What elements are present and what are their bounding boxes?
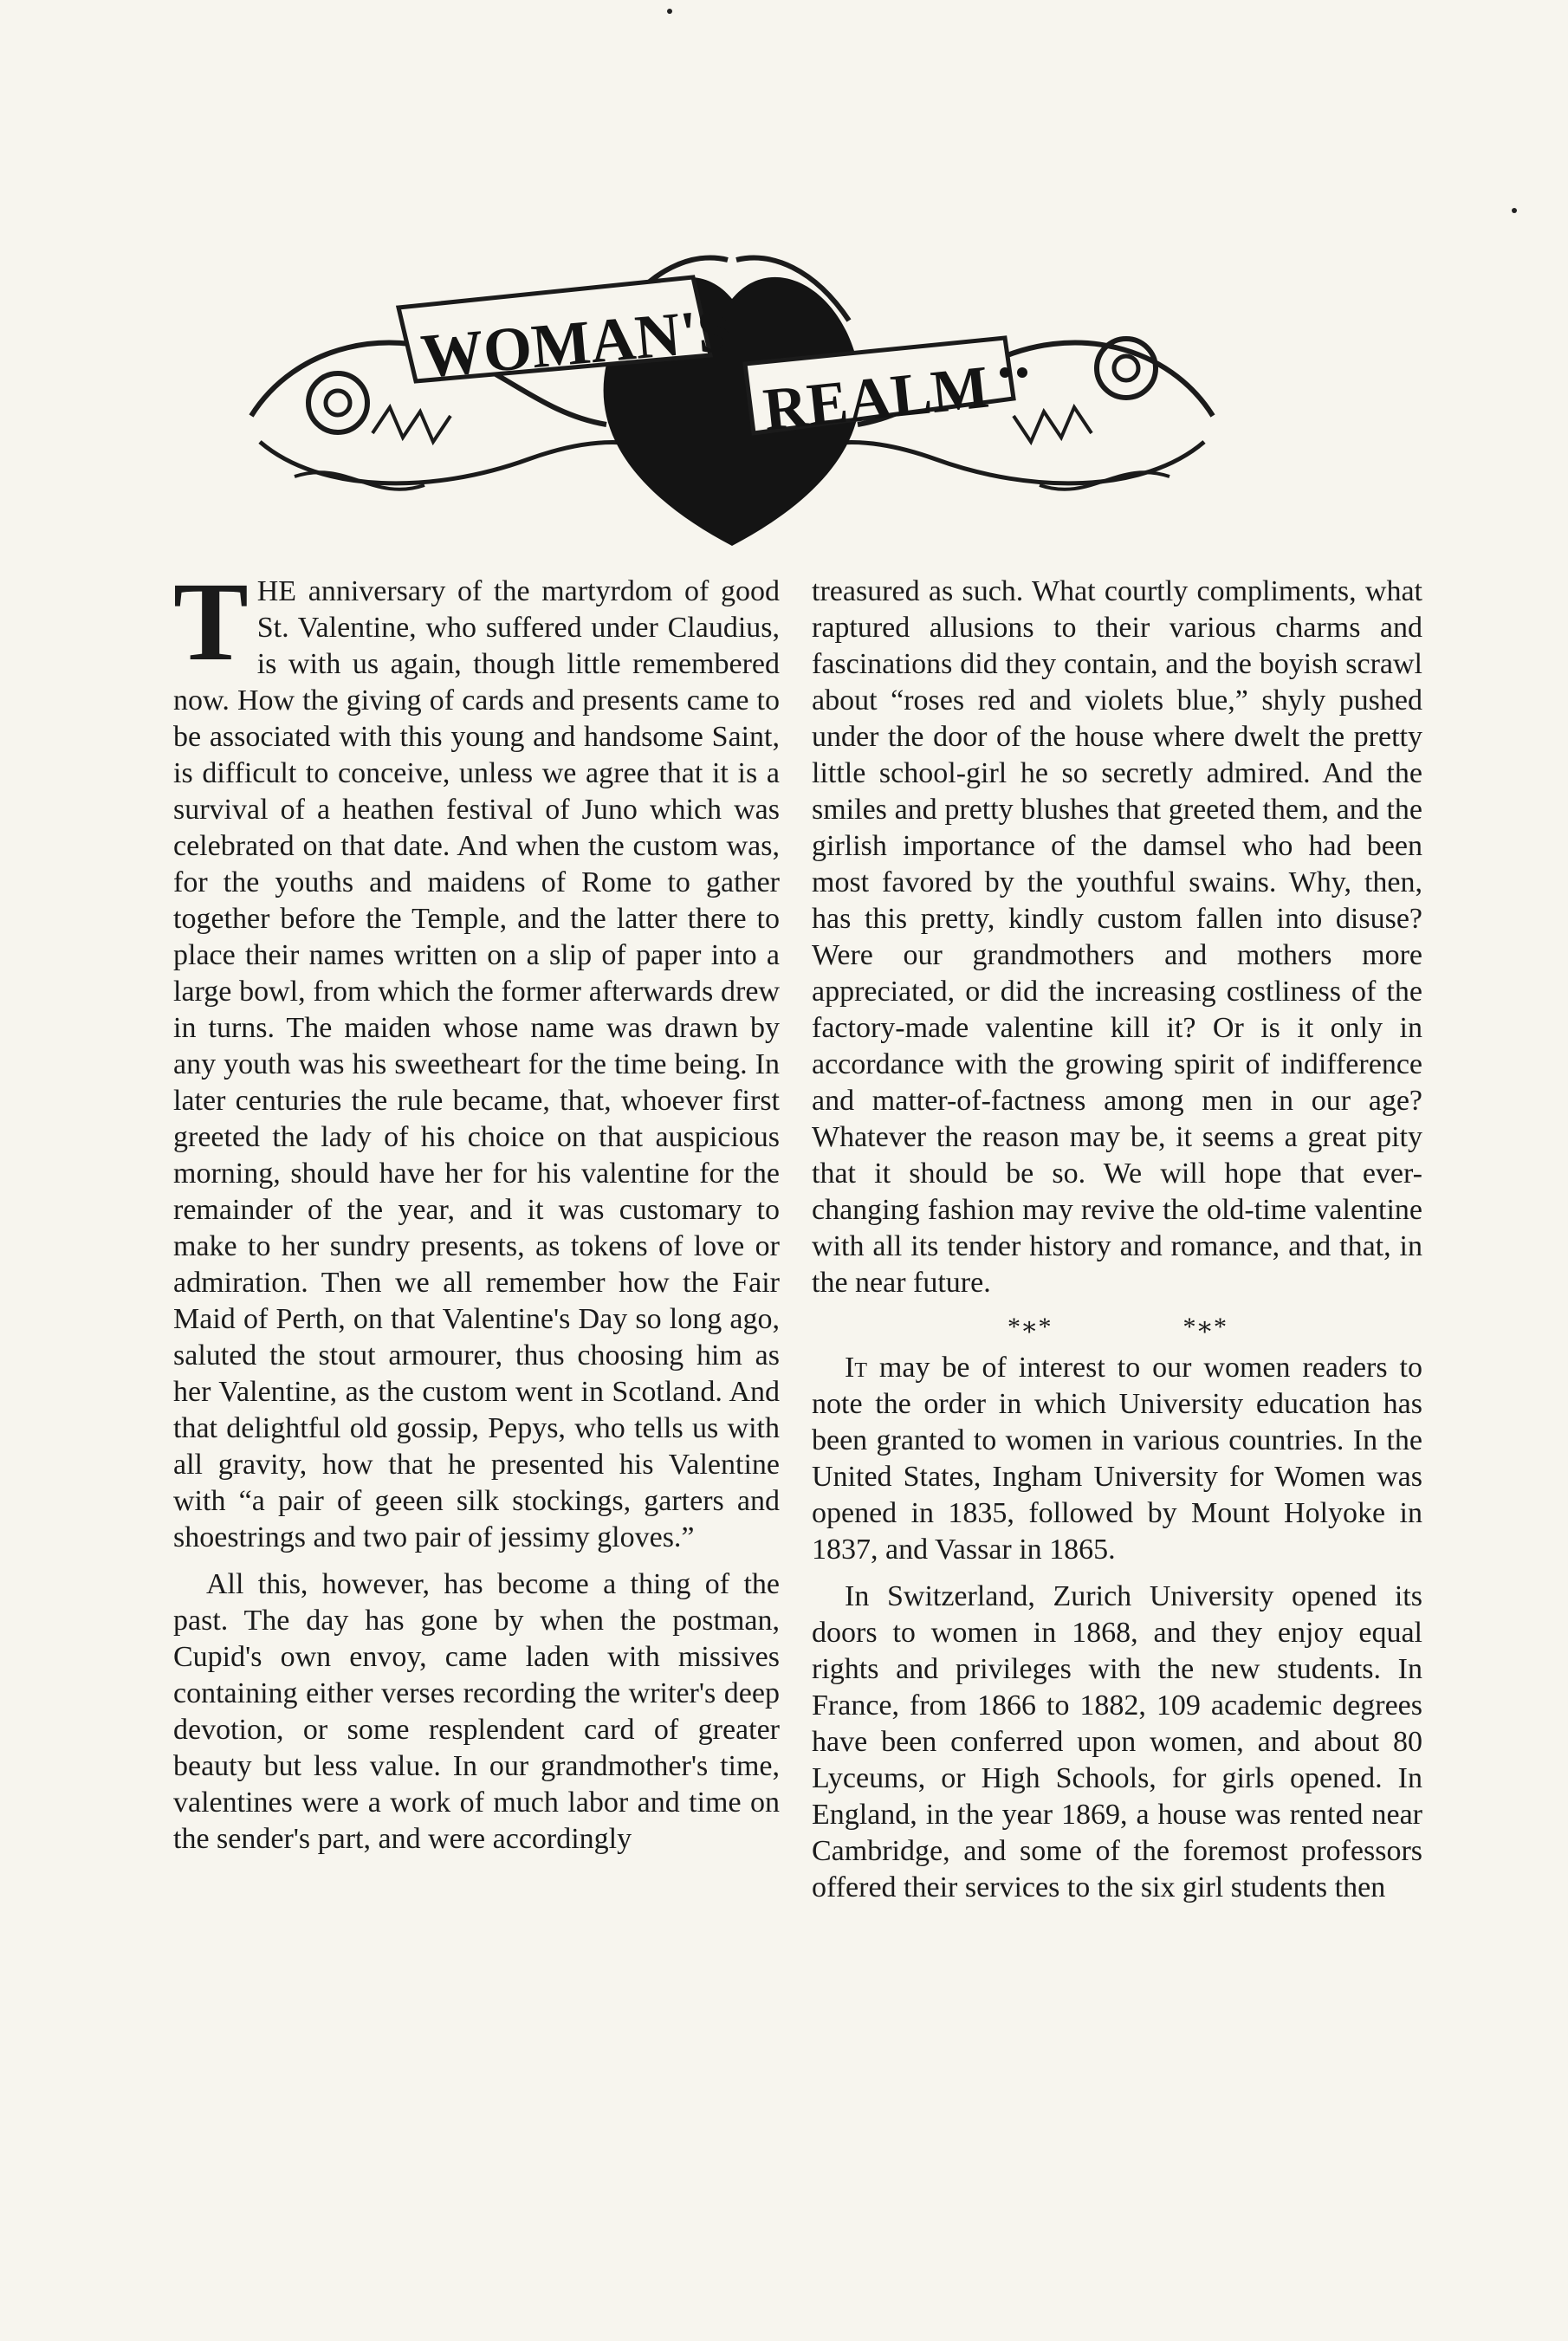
header-ornament xyxy=(243,217,1221,554)
drop-cap: T xyxy=(173,560,249,684)
article-paragraph: treasured as such. What courtly compliments, what raptured allusions to their various charms and fascinations did they contain, and the boyish scrawl about “roses red and violets blue,” shyly pushed under the door of the house where dwelt the pretty little school-girl he so secretly admired. And the smiles and pretty blushes that greeted them, and the girlish importance of the damsel who had been most favored by the youthful swains. Why, then, has this pretty, kindly custom fallen into disuse? Were our grandmothers and mothers more appreciated, or did the increasing costliness of the factory-made valentine kill it? Or is it only in accordance with the growing spirit of indifference and matter-of-factness among men in our age? Whatever the reason may be, it seems a great pity that it should be so. We will hope that ever-changing fashion may revive the old-time valentine with all its tender history and romance, and that, in the near future. xyxy=(812,575,1422,1299)
article-paragraph xyxy=(173,560,780,1556)
section-divider xyxy=(812,1312,1422,1343)
article-column-right xyxy=(812,574,1422,1916)
lead-word: It xyxy=(845,1352,867,1384)
header-title-line1: WOMAN'S xyxy=(418,295,735,392)
asterism: *∗* xyxy=(1008,1313,1052,1341)
ink-speck xyxy=(667,9,672,14)
article-column-left xyxy=(173,560,780,1868)
article-paragraph xyxy=(812,1350,1422,1568)
asterism: *∗* xyxy=(1182,1313,1227,1341)
ink-speck xyxy=(1512,208,1517,213)
paragraph-text: may be of interest to our women readers to note the order in which University education has been granted to women in various countries. In the United States, Ingham University for Women was opened in 1835, followed by Mount Holyoke in 1837, and Vassar in 1865. xyxy=(812,1352,1422,1566)
article-paragraph: In Switzerland, Zurich University opened its doors to women in 1868, and they enjoy equal rights and privileges with the new students. In France, from 1866 to 1882, 109 academic degrees have been conferred upon women, and about 80 Lyceums, or High Schools, for girls opened. In England, in the year 1869, a house was rented near Cambridge, and some of the foremost professors offered their services to the six girl students then xyxy=(812,1580,1422,1903)
article-paragraph: All this, however, has become a thing of the past. The day has gone by when the postman, Cupid's own envoy, came laden with missives containing either verses recording the writer's deep devotion, or some resplendent card of greater beauty but less value. In our grandmother's time, valentines were a work of much labor and time on the sender's part, and were accordingly xyxy=(173,1568,780,1855)
header-title-line2: REALM xyxy=(760,353,992,444)
paragraph-text: HE anniversary of the martyrdom of good St. Valentine, who suffered under Claudius, is with us again, though little remembered now. How the giving of cards and presents came to be associated with this young and handsome Saint, is difficult to conceive, unless we agree that it is a survival of a heathen festival of Juno which was celebrated on that date. And when the custom was, for the youths and maidens of Rome to gather together before the Temple, and the latter there to place their names written on a slip of paper into a large bowl, from which the former afterwards drew in turns. The maiden whose name was drawn by any youth was his sweetheart for the time being. In later centuries the rule became, that, whoever first greeted the lady of his choice on that auspicious morning, should have her for his valentine for the remainder of the year, and it was customary to make to her sundry presents, as tokens of love or admiration. Then we all remember how the Fair Maid of Perth, on that Valentine's Day so long ago, saluted the stout armourer, thus choosing him as her Valentine, as the custom went in Scotland. And that delightful old gossip, Pepys, who tells us with all gravity, how that he presented his Valentine with “a pair of geeen silk stockings, garters and shoestrings and two pair of jessimy gloves.” xyxy=(173,575,780,1553)
